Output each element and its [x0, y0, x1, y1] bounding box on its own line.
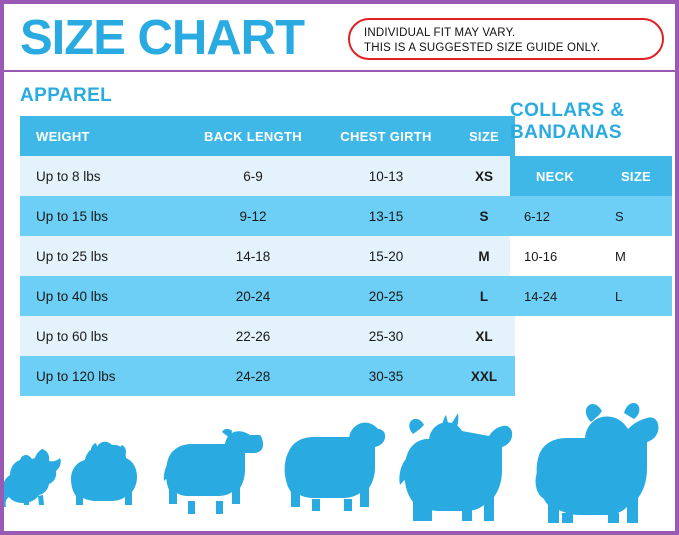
table-row	[20, 156, 515, 196]
cell-size: M	[453, 236, 515, 276]
cell-weight: Up to 25 lbs	[20, 236, 187, 276]
cell-weight: Up to 60 lbs	[20, 316, 187, 356]
cell-back-length: 22-26	[187, 316, 319, 356]
cell-chest-girth: 25-30	[319, 316, 453, 356]
collars-header-row	[510, 156, 672, 196]
cell-chest-girth: 20-25	[319, 276, 453, 316]
cell-size: L	[453, 276, 515, 316]
dog-silhouette-l	[285, 423, 385, 511]
cell-neck: 10-16	[510, 236, 601, 276]
apparel-header-row	[20, 116, 515, 156]
table-row	[20, 236, 515, 276]
cell-size: S	[601, 196, 672, 236]
apparel-table	[20, 116, 515, 396]
cell-back-length: 9-12	[187, 196, 319, 236]
table-row	[20, 276, 515, 316]
collars-col-neck: NECK	[510, 156, 601, 196]
cell-chest-girth: 10-13	[319, 156, 453, 196]
cell-size: XXL	[453, 356, 515, 396]
table-row	[20, 356, 515, 396]
apparel-col-weight: WEIGHT	[20, 116, 187, 156]
collars-table	[510, 156, 672, 316]
cell-weight: Up to 120 lbs	[20, 356, 187, 396]
cell-chest-girth: 13-15	[319, 196, 453, 236]
page-title: SIZE CHART	[20, 11, 304, 65]
cell-size: XS	[453, 156, 515, 196]
cell-weight: Up to 8 lbs	[20, 156, 187, 196]
cell-size: XL	[453, 316, 515, 356]
apparel-col-back-length: BACK LENGTH	[187, 116, 319, 156]
dog-silhouette-xl	[399, 413, 512, 521]
dog-silhouette-s	[71, 442, 137, 505]
cell-weight: Up to 15 lbs	[20, 196, 187, 236]
dog-silhouettes-icon	[4, 403, 679, 523]
table-row	[510, 196, 672, 236]
apparel-section-label: APPAREL	[20, 85, 113, 106]
table-row	[510, 236, 672, 276]
cell-size: M	[601, 236, 672, 276]
disclaimer-box	[348, 18, 664, 60]
table-row	[20, 196, 515, 236]
dog-silhouette-xs	[4, 449, 61, 507]
cell-chest-girth: 30-35	[319, 356, 453, 396]
cell-back-length: 20-24	[187, 276, 319, 316]
cell-neck: 14-24	[510, 276, 601, 316]
cell-chest-girth: 15-20	[319, 236, 453, 276]
collars-col-size: SIZE	[601, 156, 672, 196]
cell-back-length: 24-28	[187, 356, 319, 396]
cell-size: L	[601, 276, 672, 316]
cell-back-length: 14-18	[187, 236, 319, 276]
dog-silhouette-xxl	[536, 403, 659, 523]
cell-back-length: 6-9	[187, 156, 319, 196]
disclaimer-line-2: THIS IS A SUGGESTED SIZE GUIDE ONLY.	[364, 42, 601, 54]
cell-weight: Up to 40 lbs	[20, 276, 187, 316]
dog-silhouette-m	[164, 429, 263, 514]
cell-size: S	[453, 196, 515, 236]
collars-section-label: COLLARS & BANDANAS	[510, 100, 625, 143]
table-row	[510, 276, 672, 316]
header-divider	[4, 70, 675, 72]
table-row	[20, 316, 515, 356]
disclaimer-line-1: INDIVIDUAL FIT MAY VARY.	[364, 27, 516, 39]
apparel-col-chest-girth: CHEST GIRTH	[319, 116, 453, 156]
cell-neck: 6-12	[510, 196, 601, 236]
apparel-col-size: SIZE	[453, 116, 515, 156]
header	[4, 4, 675, 70]
